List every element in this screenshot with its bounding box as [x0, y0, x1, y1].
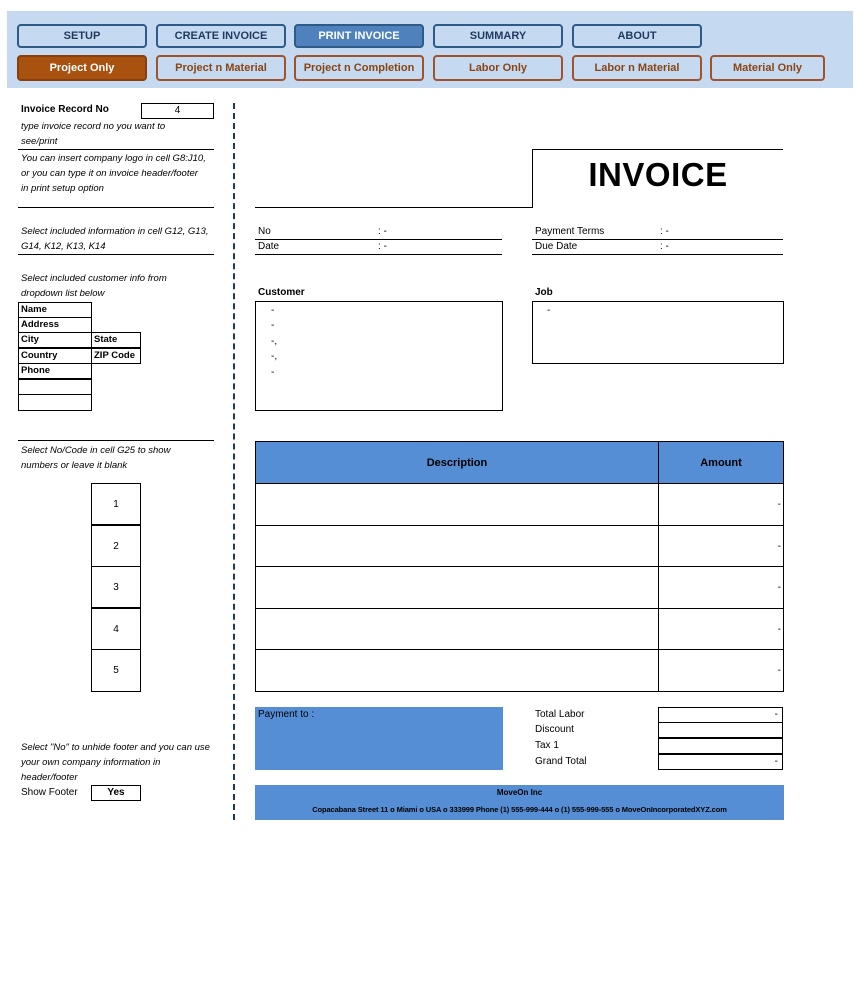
tab-summary[interactable]: SUMMARY	[433, 24, 563, 48]
row-line	[255, 239, 502, 240]
tab-project-n-completion[interactable]: Project n Completion	[294, 55, 424, 81]
customer-line: -	[271, 305, 275, 316]
footer-note: Select "No" to unhide footer and you can use your own company information in header/footer	[21, 742, 210, 783]
customer-line: -	[271, 367, 275, 378]
invoice-title: INVOICE	[588, 156, 728, 193]
total-labor-label: Total Labor	[535, 709, 585, 720]
tab-labor-only[interactable]: Labor Only	[433, 55, 563, 81]
field-country[interactable]: Country	[18, 348, 92, 364]
divider-line	[18, 207, 214, 208]
tab-create-invoice[interactable]: CREATE INVOICE	[156, 24, 286, 48]
tax-label: Tax 1	[535, 740, 559, 751]
customer-line: -,	[271, 336, 278, 347]
tab-project-n-material[interactable]: Project n Material	[156, 55, 286, 81]
job-label: Job	[535, 287, 553, 298]
grand-total-label: Grand Total	[535, 756, 587, 767]
field-zip[interactable]: ZIP Code	[91, 348, 141, 364]
payment-label: Payment to :	[258, 709, 315, 720]
show-footer-select[interactable]: Yes	[91, 785, 141, 801]
field-name[interactable]: Name	[18, 302, 92, 318]
row-number: 3	[91, 566, 141, 608]
amount-cell[interactable]: -	[658, 649, 784, 692]
row-number: 2	[91, 525, 141, 567]
field-city[interactable]: City	[18, 332, 92, 348]
amount-cell[interactable]: -	[658, 483, 784, 526]
footer-company-name: MoveOn Inc	[496, 788, 543, 797]
amount-cell[interactable]: -	[658, 566, 784, 609]
date-value: : -	[378, 241, 387, 252]
customer-note: Select included customer info from dropdown list below	[21, 273, 167, 299]
amount-cell[interactable]: -	[658, 525, 784, 567]
tab-print-invoice[interactable]: PRINT INVOICE	[294, 24, 424, 48]
company-footer	[255, 785, 784, 820]
customer-line: -,	[271, 351, 278, 362]
panel-divider	[233, 103, 235, 820]
tab-project-only[interactable]: Project Only	[17, 55, 147, 81]
no-label: No	[258, 226, 271, 237]
total-labor-value: -	[658, 707, 783, 723]
field-empty-1[interactable]	[18, 379, 92, 395]
header-line	[255, 207, 533, 208]
terms-value: : -	[660, 226, 669, 237]
description-header: Description	[255, 441, 659, 484]
divider-line	[18, 440, 214, 441]
date-label: Date	[258, 241, 280, 252]
description-cell[interactable]	[255, 649, 659, 692]
terms-label: Payment Terms	[535, 226, 605, 237]
customer-line: -	[271, 320, 275, 331]
tax-value	[658, 738, 783, 754]
tab-material-only[interactable]: Material Only	[710, 55, 825, 81]
job-value: -	[547, 305, 551, 316]
field-empty-2[interactable]	[18, 394, 92, 411]
due-label: Due Date	[535, 241, 578, 252]
row-number: 1	[91, 483, 141, 525]
amount-header: Amount	[658, 441, 784, 484]
due-value: : -	[660, 241, 669, 252]
row-number: 5	[91, 649, 141, 692]
field-state[interactable]: State	[91, 332, 141, 348]
row-line	[532, 239, 783, 240]
field-address[interactable]: Address	[18, 317, 92, 333]
code-note: Select No/Code in cell G25 to show numbers or leave it blank	[21, 445, 171, 471]
customer-label: Customer	[258, 287, 305, 298]
tab-about[interactable]: ABOUT	[572, 24, 702, 48]
row-line	[255, 254, 502, 255]
customer-box	[255, 301, 503, 411]
show-footer-label: Show Footer	[21, 787, 78, 798]
grand-total-value: -	[658, 754, 783, 770]
logo-note: You can insert company logo in cell G8:J10, or you can type it on invoice header/footer in print setup option	[21, 153, 206, 194]
record-label: Invoice Record No	[21, 104, 109, 115]
record-input[interactable]: 4	[141, 103, 214, 119]
tab-labor-n-material[interactable]: Labor n Material	[572, 55, 702, 81]
amount-cell[interactable]: -	[658, 608, 784, 650]
record-note: type invoice record no you want to see/print	[21, 121, 166, 147]
footer-address: Copacabana Street 11 o Miami o USA o 333999 Phone (1) 555-999-444 o (1) 555-999-555 o MoveOnIncorporatedXYZ.com	[312, 805, 727, 814]
tab-setup[interactable]: SETUP	[17, 24, 147, 48]
description-cell[interactable]	[255, 525, 659, 567]
no-value: : -	[378, 226, 387, 237]
description-cell[interactable]	[255, 483, 659, 526]
discount-label: Discount	[535, 724, 574, 735]
description-cell[interactable]	[255, 608, 659, 650]
row-number: 4	[91, 608, 141, 650]
row-line	[532, 254, 783, 255]
divider-line	[18, 254, 214, 255]
description-cell[interactable]	[255, 566, 659, 609]
field-phone[interactable]: Phone	[18, 363, 92, 379]
job-box	[532, 301, 784, 364]
discount-value	[658, 722, 783, 738]
payment-box	[255, 707, 503, 770]
info-note: Select included information in cell G12, G13, G14, K12, K13, K14	[21, 226, 209, 252]
divider-line	[18, 149, 214, 150]
